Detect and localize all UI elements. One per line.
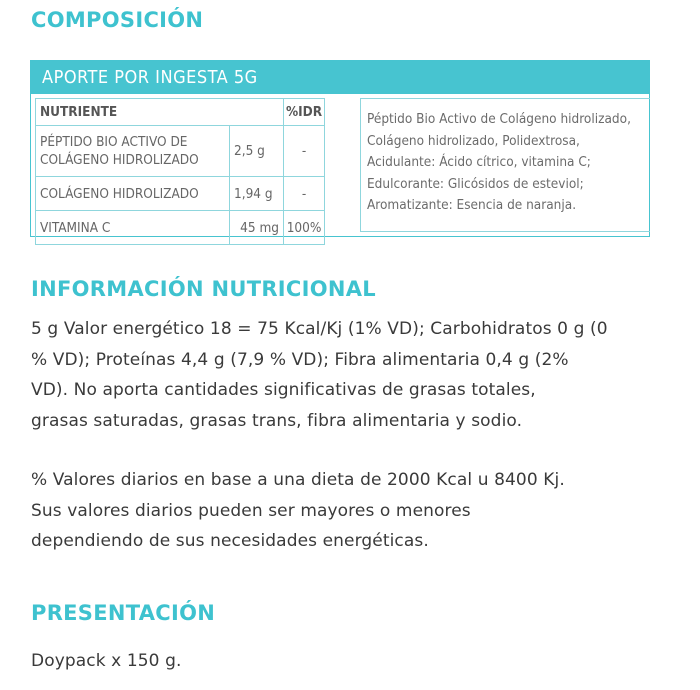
ingredients-line: Acidulante: Ácido cítrico, vitamina C; [367,154,591,170]
presentation-text: Doypack x 150 g. [31,651,182,671]
ingredients-line: Aromatizante: Esencia de naranja. [367,197,577,213]
nutrient-name [36,126,230,177]
table-row [36,177,325,211]
presentacion-heading: PRESENTACIÓN [31,601,216,625]
composition-panel [30,60,650,237]
nutrient-name: COLÁGENO HIDROLIZADO [36,177,230,211]
nutrient-amount: 1,94 g [230,177,284,211]
ingredients-line: Colágeno hidrolizado, Polidextrosa, [367,132,580,149]
paragraph-line: 5 g Valor energético 18 = 75 Kcal/Kj (1% VD); Carbohidratos 0 g (0 [31,319,608,339]
column-header-idr: %IDR [284,99,325,126]
nutrient-idr: 100% [284,211,325,245]
table-header-row [36,99,325,126]
nutrient-table [35,98,325,245]
nutrient-name-line: PÉPTIDO BIO ACTIVO DE [40,134,188,150]
nutrient-amount: 2,5 g [230,126,284,177]
note-line: dependiendo de sus necesidades energéticas. [31,531,429,551]
nutrition-paragraph [31,314,681,436]
nutrient-idr: - [284,177,325,211]
daily-value-note [31,465,681,557]
table-row [36,211,325,245]
composicion-heading: COMPOSICIÓN [31,8,204,32]
informacion-heading: INFORMACIÓN NUTRICIONAL [31,277,376,301]
nutrient-name: VITAMINA C [36,211,230,245]
table-row [36,126,325,177]
nutrient-idr: - [284,126,325,177]
ingredients-line: Péptido Bio Activo de Colágeno hidrolizado, [367,111,631,127]
note-line: Sus valores diarios pueden ser mayores o menores [31,500,471,521]
nutrient-name-line: COLÁGENO HIDROLIZADO [40,152,199,168]
ingredients-line: Edulcorante: Glicósidos de esteviol; [367,175,584,192]
column-header-nutriente: NUTRIENTE [36,99,284,126]
note-line: % Valores diarios en base a una dieta de 2000 Kcal u 8400 Kj. [31,470,565,490]
panel-title: APORTE POR INGESTA 5G [31,61,649,94]
paragraph-line: % VD); Proteínas 4,4 g (7,9 % VD); Fibra alimentaria 0,4 g (2% [31,349,569,370]
ingredients-list [360,98,650,232]
paragraph-line: grasas saturadas, grasas trans, fibra alimentaria y sodio. [31,410,523,431]
paragraph-line: VD). No aporta cantidades significativas de grasas totales, [31,380,536,400]
nutrient-amount: 45 mg [230,211,284,245]
